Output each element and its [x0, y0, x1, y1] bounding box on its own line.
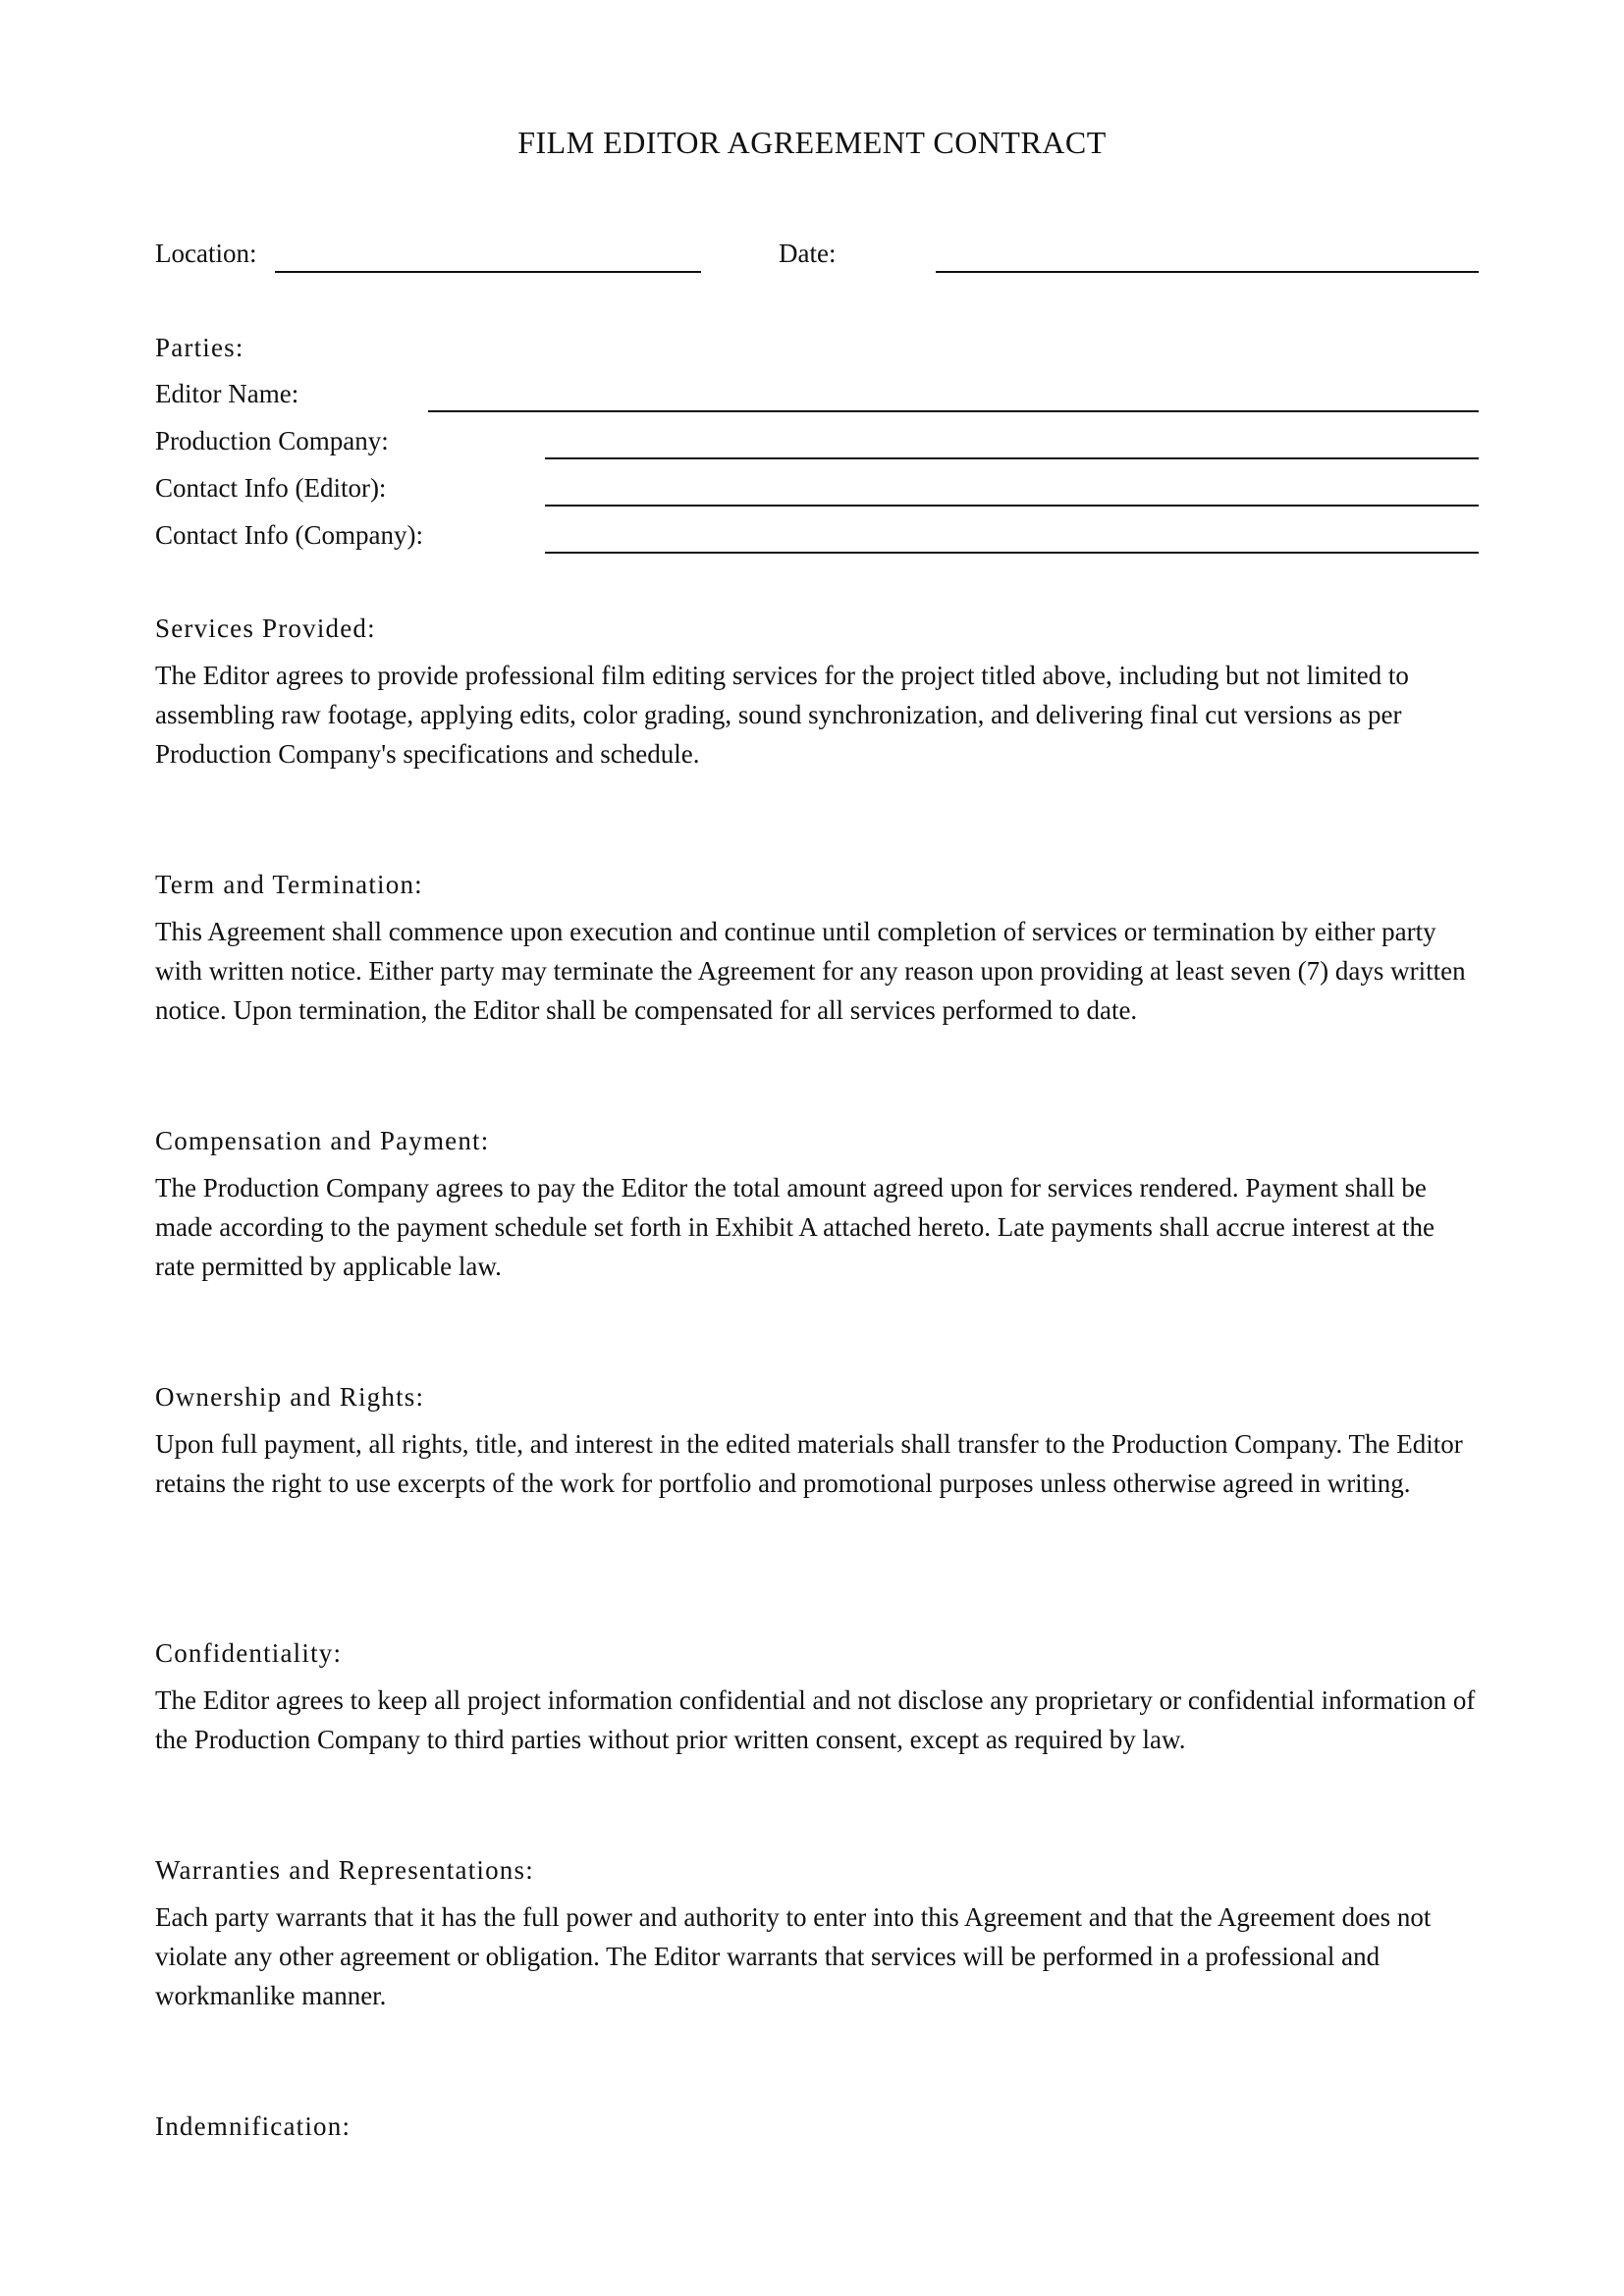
- location-label: Location:: [155, 239, 257, 268]
- section-body-warranties: Each party warrants that it has the full power and authority to enter into this Agreement and that the Agreement does not violate any other agreement or obligation. The Editor warrants that services will be performed in a professional and workmanlike manner.: [155, 1902, 1432, 2010]
- section-body-confidentiality: The Editor agrees to keep all project information confidential and not disclose any proprietary or confidential information of the Production Company to third parties without prior written consent, except as required by law.: [155, 1685, 1476, 1754]
- contact-company-field[interactable]: [545, 552, 1479, 554]
- section-heading-services: Services Provided:: [155, 614, 376, 643]
- section-body-term: This Agreement shall commence upon execution and continue until completion of services or termination by either party with written notice. Either party may terminate the Agreement for any reason upon providing at least seven (7) days written notice. Upon termination, the Editor shall be compensated for all services performed to date.: [155, 917, 1466, 1025]
- location-field[interactable]: [275, 271, 701, 273]
- contact-editor-label: Contact Info (Editor):: [155, 473, 387, 503]
- editor-name-field[interactable]: [428, 410, 1479, 412]
- section-body-compensation: The Production Company agrees to pay the Editor the total amount agreed upon for services rendered. Payment shall be made according to the payment schedule set forth in Exhibit A attached hereto. Late payments shall accrue interest at the rate permitted by applicable law.: [155, 1173, 1435, 1281]
- editor-name-label: Editor Name:: [155, 379, 299, 408]
- date-label: Date:: [779, 239, 837, 268]
- section-body-services: The Editor agrees to provide professional film editing services for the project titled above, including but not limited to assembling raw footage, applying edits, color grading, sound synchronization, and delivering final cut versions as per Production Company's specifications and schedule.: [155, 661, 1409, 769]
- parties-label: Parties:: [155, 333, 244, 362]
- contact-editor-field[interactable]: [545, 505, 1479, 507]
- document-title: FILM EDITOR AGREEMENT CONTRACT: [517, 125, 1107, 160]
- section-heading-ownership: Ownership and Rights:: [155, 1382, 425, 1412]
- section-heading-warranties: Warranties and Representations:: [155, 1855, 534, 1885]
- section-heading-confidentiality: Confidentiality:: [155, 1638, 343, 1668]
- section-heading-term: Term and Termination:: [155, 870, 423, 899]
- production-company-label: Production Company:: [155, 426, 389, 455]
- production-company-field[interactable]: [545, 457, 1479, 459]
- section-body-ownership: Upon full payment, all rights, title, and interest in the edited materials shall transfer to the Production Company. The Editor retains the right to use excerpts of the work for portfolio and promotional purposes unless otherwise agreed in writing.: [155, 1429, 1463, 1498]
- contact-company-label: Contact Info (Company):: [155, 520, 423, 550]
- section-heading-indemnification: Indemnification:: [155, 2111, 352, 2141]
- section-heading-compensation: Compensation and Payment:: [155, 1126, 490, 1155]
- date-field[interactable]: [936, 271, 1479, 273]
